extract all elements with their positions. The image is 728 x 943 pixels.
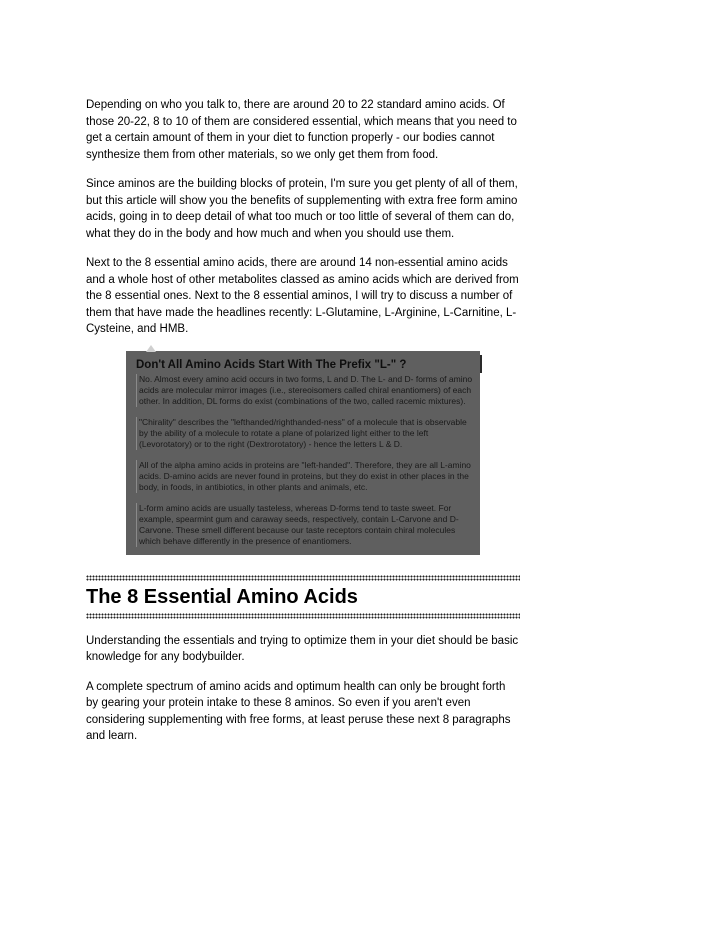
sidebar-paragraph-4: L-form amino acids are usually tasteless, whereas D-forms tend to taste sweet. For example, spearmint gum and caraway seeds, respectively, contain L-Carvone and D-Carvone. These smell different because our taste receptors contain chiral molecules which behave differently in the presence of enantiomers. <box>136 503 474 547</box>
intro-paragraph-1: Depending on who you talk to, there are around 20 to 22 standard amino acids. Of those 20-22, 8 to 10 of them are considered essential, which means that you need to get a certain amount of them in your diet to function properly - our bodies cannot synthesize them from other materials, so we only get them from food. <box>86 99 517 161</box>
section-divider-bottom <box>86 613 520 619</box>
sidebar-paragraph-1: No. Almost every amino acid occurs in two forms, L and D. The L- and D- forms of amino acids are molecular mirror images (i.e., stereoisomers called chiral enantiomers) of each other. In addition, DL forms do exist (combinations of the two, called racemic mixtures). <box>136 374 474 407</box>
section-paragraph-2: A complete spectrum of amino acids and optimum health can only be brought forth by gearing your protein intake to these 8 aminos. So even if you aren't even considering supplementing with free forms, at least peruse these next 8 paragraphs and learn. <box>86 680 511 742</box>
sidebar-edge-mark <box>480 355 482 373</box>
section-divider-top <box>86 575 520 581</box>
sidebar-paragraph-3: All of the alpha amino acids in proteins are "left-handed". Therefore, they are all L-amino acids. D-amino acids are never found in proteins, but they do exist in other places in the body, in foods, in antibiotics, in other plants and animals, etc. <box>136 460 474 493</box>
sidebar-title: Don't All Amino Acids Start With The Prefix "L-" ? <box>136 358 407 371</box>
document-page <box>86 97 520 758</box>
sidebar-pointer-icon <box>146 345 156 352</box>
sidebar-paragraph-2: "Chirality" describes the "lefthanded/righthanded-ness" of a molecule that is observable by the ability of a molecule to rotate a plane of polarized light either to the left (Levorotatory) or to the right (Dextrorotatory) - hence the letters L & D. <box>136 417 474 450</box>
section-title: The 8 Essential Amino Acids <box>86 585 358 608</box>
sidebar-box <box>126 351 480 555</box>
intro-paragraph-2: Since aminos are the building blocks of protein, I'm sure you get plenty of all of them, but this article will show you the benefits of supplementing with extra free form amino acids, going in to deep detail of what too much or too little of several of them can do, what they do in the body and how much and when you should use them. <box>86 178 518 240</box>
section-paragraph-1: Understanding the essentials and trying to optimize them in your diet should be basic knowledge for any bodybuilder. <box>86 634 519 663</box>
intro-paragraph-3: Next to the 8 essential amino acids, there are around 14 non-essential amino acids and a whole host of other metabolites classed as amino acids which are derived from the 8 essential ones. Next to the 8 essential aminos, I will try to discuss a number of them that have made the headlines recently: L-Glutamine, L-Arginine, L-Carnitine, L-Cysteine, and HMB. <box>86 257 519 335</box>
